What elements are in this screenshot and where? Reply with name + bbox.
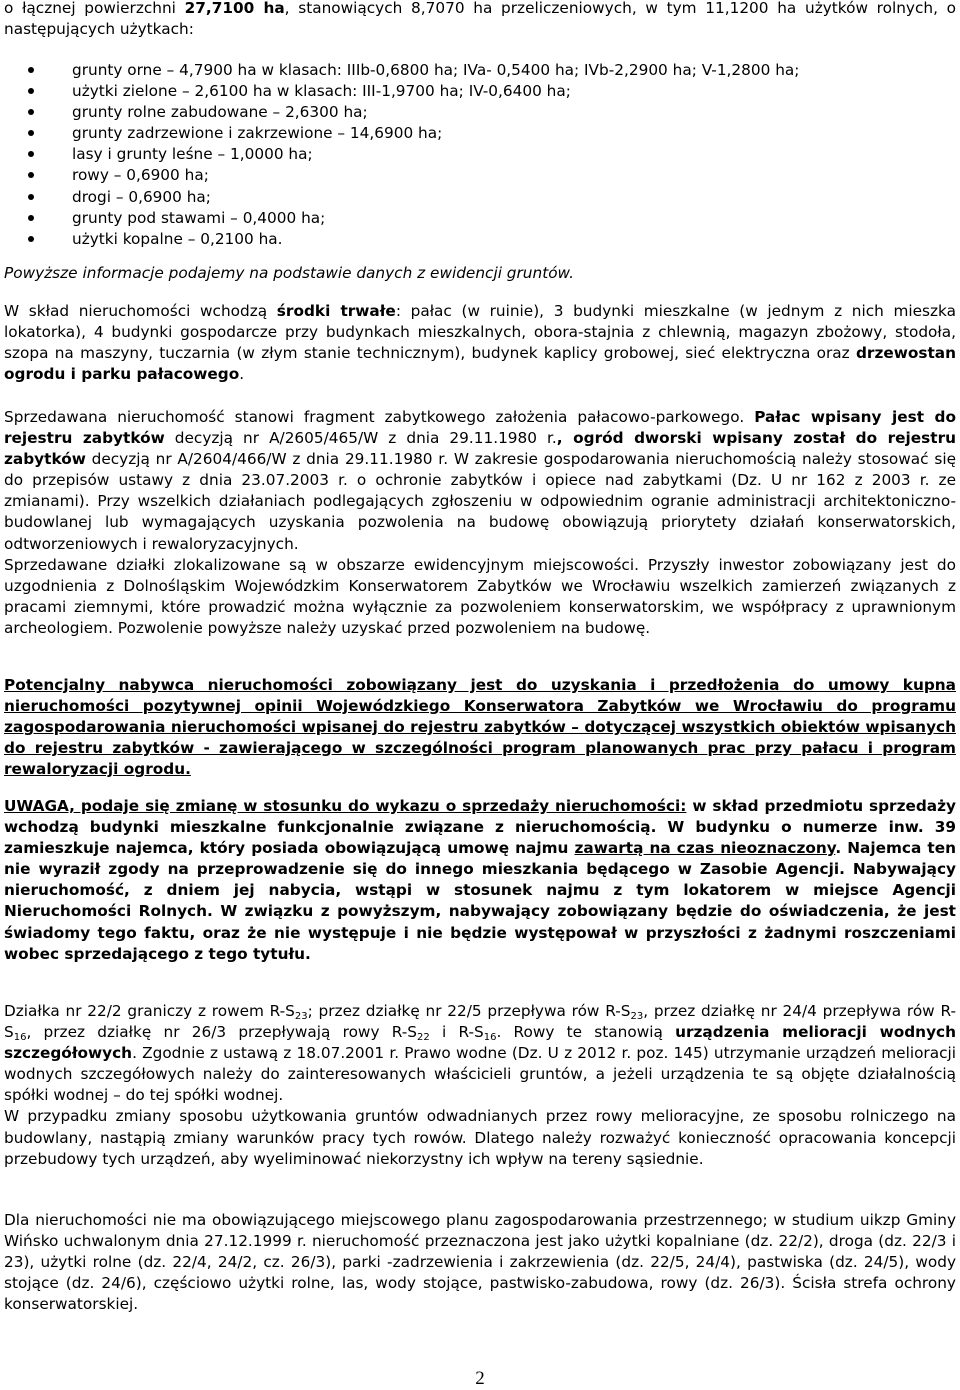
bullet-icon [28, 109, 34, 115]
bullet-icon [28, 172, 34, 178]
planning-paragraph: Dla nieruchomości nie ma obowiązującego miejscowego planu zagospodarowania przestrzennego; w studium uikzp Gminy Wińsko uchwalonym dnia 27.12.1999 r. nieruchomość przeznaczona jest jako użytki kopalniane (dz. 22/2), droga (dz. 22/3 i 23), użytki rolne (dz. 22/4, 24/2, cz. 26/3), parki -zadrzewienia i zakrzewienia (dz. 22/5, 24/4), pastwiska (dz. 24/5), wody stojące (dz. 24/6), częściowo użytki rolne, las, wody stojące, pastwisko-zabudowa, rowy (dz. 26/3). Ścisła strefa ochrony konserwatorskiej. [4, 1211, 956, 1314]
list-item: użytki kopalne – 0,2100 ha. [4, 229, 956, 250]
intro-text-cont: , stanowiących 8,7070 ha przeliczeniowych, w tym 11,1200 ha użytków rolnych, o następujących użytkach: [4, 0, 956, 39]
bullet-icon [28, 194, 34, 200]
drainage-paragraph: Działka nr 22/2 graniczy z rowem $R-S_{23}$; przez działkę nr 22/5 przepływa rów $R-S_{23}$, przez działkę nr 24/4 przepływa rów $R-S_{16}$, przez działkę nr 26/3 przepływają rowy $R-S_{22}$ i $R-S_{16}$. Rowy te stanowią urządzenia melioracji wodnych szczegółowych. Zgodnie z ustawą z 18.07.2001 r. Prawo wodne (Dz. U z 2012 r. poz. 145) utrzymanie urządzeń melioracji wodnych szczegółowych należy do zainteresowanych właścicieli gruntów, a jeżeli urządzenia te są objęte działalnością spółki wodnej – do tej spółki wodnej. W przypadku zmiany sposobu użytkowania gruntów odwadnianych przez rowy melioracyjne, ze sposobu rolniczego na budowlany, nastąpią zmiany warunków pracy tych rowów. Dlatego należy rozważyć konieczność opracowania koncepcji przebudowy tych urządzeń, aby wyeliminować niekorzystny ich wpływ na tereny sąsiednie. [4, 1002, 956, 1168]
bullet-icon [28, 215, 34, 221]
list-item: użytki zielone – 2,6100 ha w klasach: III-1,9700 ha; IV-0,6400 ha; [4, 81, 956, 102]
list-item: rowy – 0,6900 ha; [4, 165, 956, 186]
list-item: grunty rolne zabudowane – 2,6300 ha; [4, 102, 956, 123]
intro-paragraph [4, 0, 956, 40]
total-area: 27,7100 ha [184, 0, 285, 17]
list-item: grunty pod stawami – 0,4000 ha; [4, 208, 956, 229]
bullet-icon [28, 236, 34, 242]
list-item: drogi – 0,6900 ha; [4, 187, 956, 208]
land-use-list [4, 60, 956, 250]
intro-text: o łącznej powierzchni [4, 0, 185, 17]
notice-paragraph: UWAGA, podaje się zmianę w stosunku do wykazu o sprzedaży nieruchomości: w skład przedmiotu sprzedaży wchodzą budynki mieszkalne funkcjonalnie związane z nieruchomością. W budynku o numerze inw. 39 zamieszkuje najemca, który posiada obowiązującą umowę najmu zawartą na czas nieoznaczony. Najemca ten nie wyraził zgody na przeprowadzenie się do innego mieszkania będącego w Zasobie Agencji. Nabywający nieruchomość, z dniem jej nabycia, wstąpi w stosunek najmu z tym lokatorem w miejsce Agencji Nieruchomości Rolnych. W związku z powyższym, nabywający zobowiązany będzie do oświadczenia, że jest świadomy tego faktu, oraz że nie występuje i nie będzie występował w przyszłości z żadnymi roszczeniami wobec sprzedającego z tego tytułu. [4, 797, 956, 963]
fixed-assets-paragraph: W skład nieruchomości wchodzą środki trwałe: pałac (w ruinie), 3 budynki mieszkalne (w jednym z nich mieszka lokatorka), 4 budynki gospodarcze przy budynkach mieszkalnych, obora-stajnia z chlewnią, magazyn zbożowy, stodoła, szopa na maszyny, tuczarnia (w złym stanie technicznym), budynek kaplicy grobowej, sieć elektryczna oraz drzewostan ogrodu i parku pałacowego. [4, 302, 956, 384]
bullet-icon [28, 88, 34, 94]
list-item: grunty zadrzewione i zakrzewione – 14,6900 ha; [4, 123, 956, 144]
bullet-icon [28, 130, 34, 136]
list-item: grunty orne – 4,7900 ha w klasach: IIIb-0,6800 ha; IVa- 0,5400 ha; IVb-2,2900 ha; V-1,2800 ha; [4, 60, 956, 81]
source-note: Powyższe informacje podajemy na podstawie danych z ewidencji gruntów. [4, 264, 574, 282]
list-item: lasy i grunty leśne – 1,0000 ha; [4, 144, 956, 165]
bullet-icon [28, 67, 34, 73]
page-number: 2 [475, 1368, 485, 1389]
heritage-paragraph: Sprzedawana nieruchomość stanowi fragment zabytkowego założenia pałacowo-parkowego. Pałac wpisany jest do rejestru zabytków decyzją nr A/2605/465/W z dnia 29.11.1980 r., ogród dworski wpisany został do rejestru zabytków decyzją nr A/2604/466/W z dnia 29.11.1980 r. W zakresie gospodarowania nieruchomością należy stosować się do przepisów ustawy z dnia 23.07.2003 r. o ochronie zabytków i opiece nad zabytkami (Dz. U nr 162 z 2003 r. ze zmianami). Przy wszelkich działaniach podlegających zgłoszeniu w odpowiednim ogranie administracji architektoniczno-budowlanej lub wymagających uzyskania pozwolenia na budowę obowiązują priorytety działań konserwatorskich, odtworzeniowych i rewaloryzacyjnych. Sprzedawane działki zlokalizowane są w obszarze ewidencyjnym miejscowości. Przyszły inwestor zobowiązany jest do uzgodnienia z Dolnośląskim Wojewódzkim Konserwatorem Zabytków we Wrocławiu wszelkich zamierzeń związanych z pracami ziemnymi, które prowadzić można wyłącznie za pozwoleniem konserwatorskim, we współpracy z uprawnionym archeologiem. Pozwolenie powyższe należy uzyskać przed pozwoleniem na budowę. [4, 408, 957, 637]
buyer-obligation: Potencjalny nabywca nieruchomości zobowiązany jest do uzyskania i przedłożenia do umowy kupna nieruchomości pozytywnej opinii Wojewódzkiego Konserwatora Zabytków we Wrocławiu do programu zagospodarowania nieruchomości wpisanej do rejestru zabytków – dotyczącej wszystkich obiektów wpisanych do rejestru zabytków - zawierającego w szczególności program planowanych prac przy pałacu i program rewaloryzacji ogrodu. [4, 676, 956, 779]
bullet-icon [28, 151, 34, 157]
